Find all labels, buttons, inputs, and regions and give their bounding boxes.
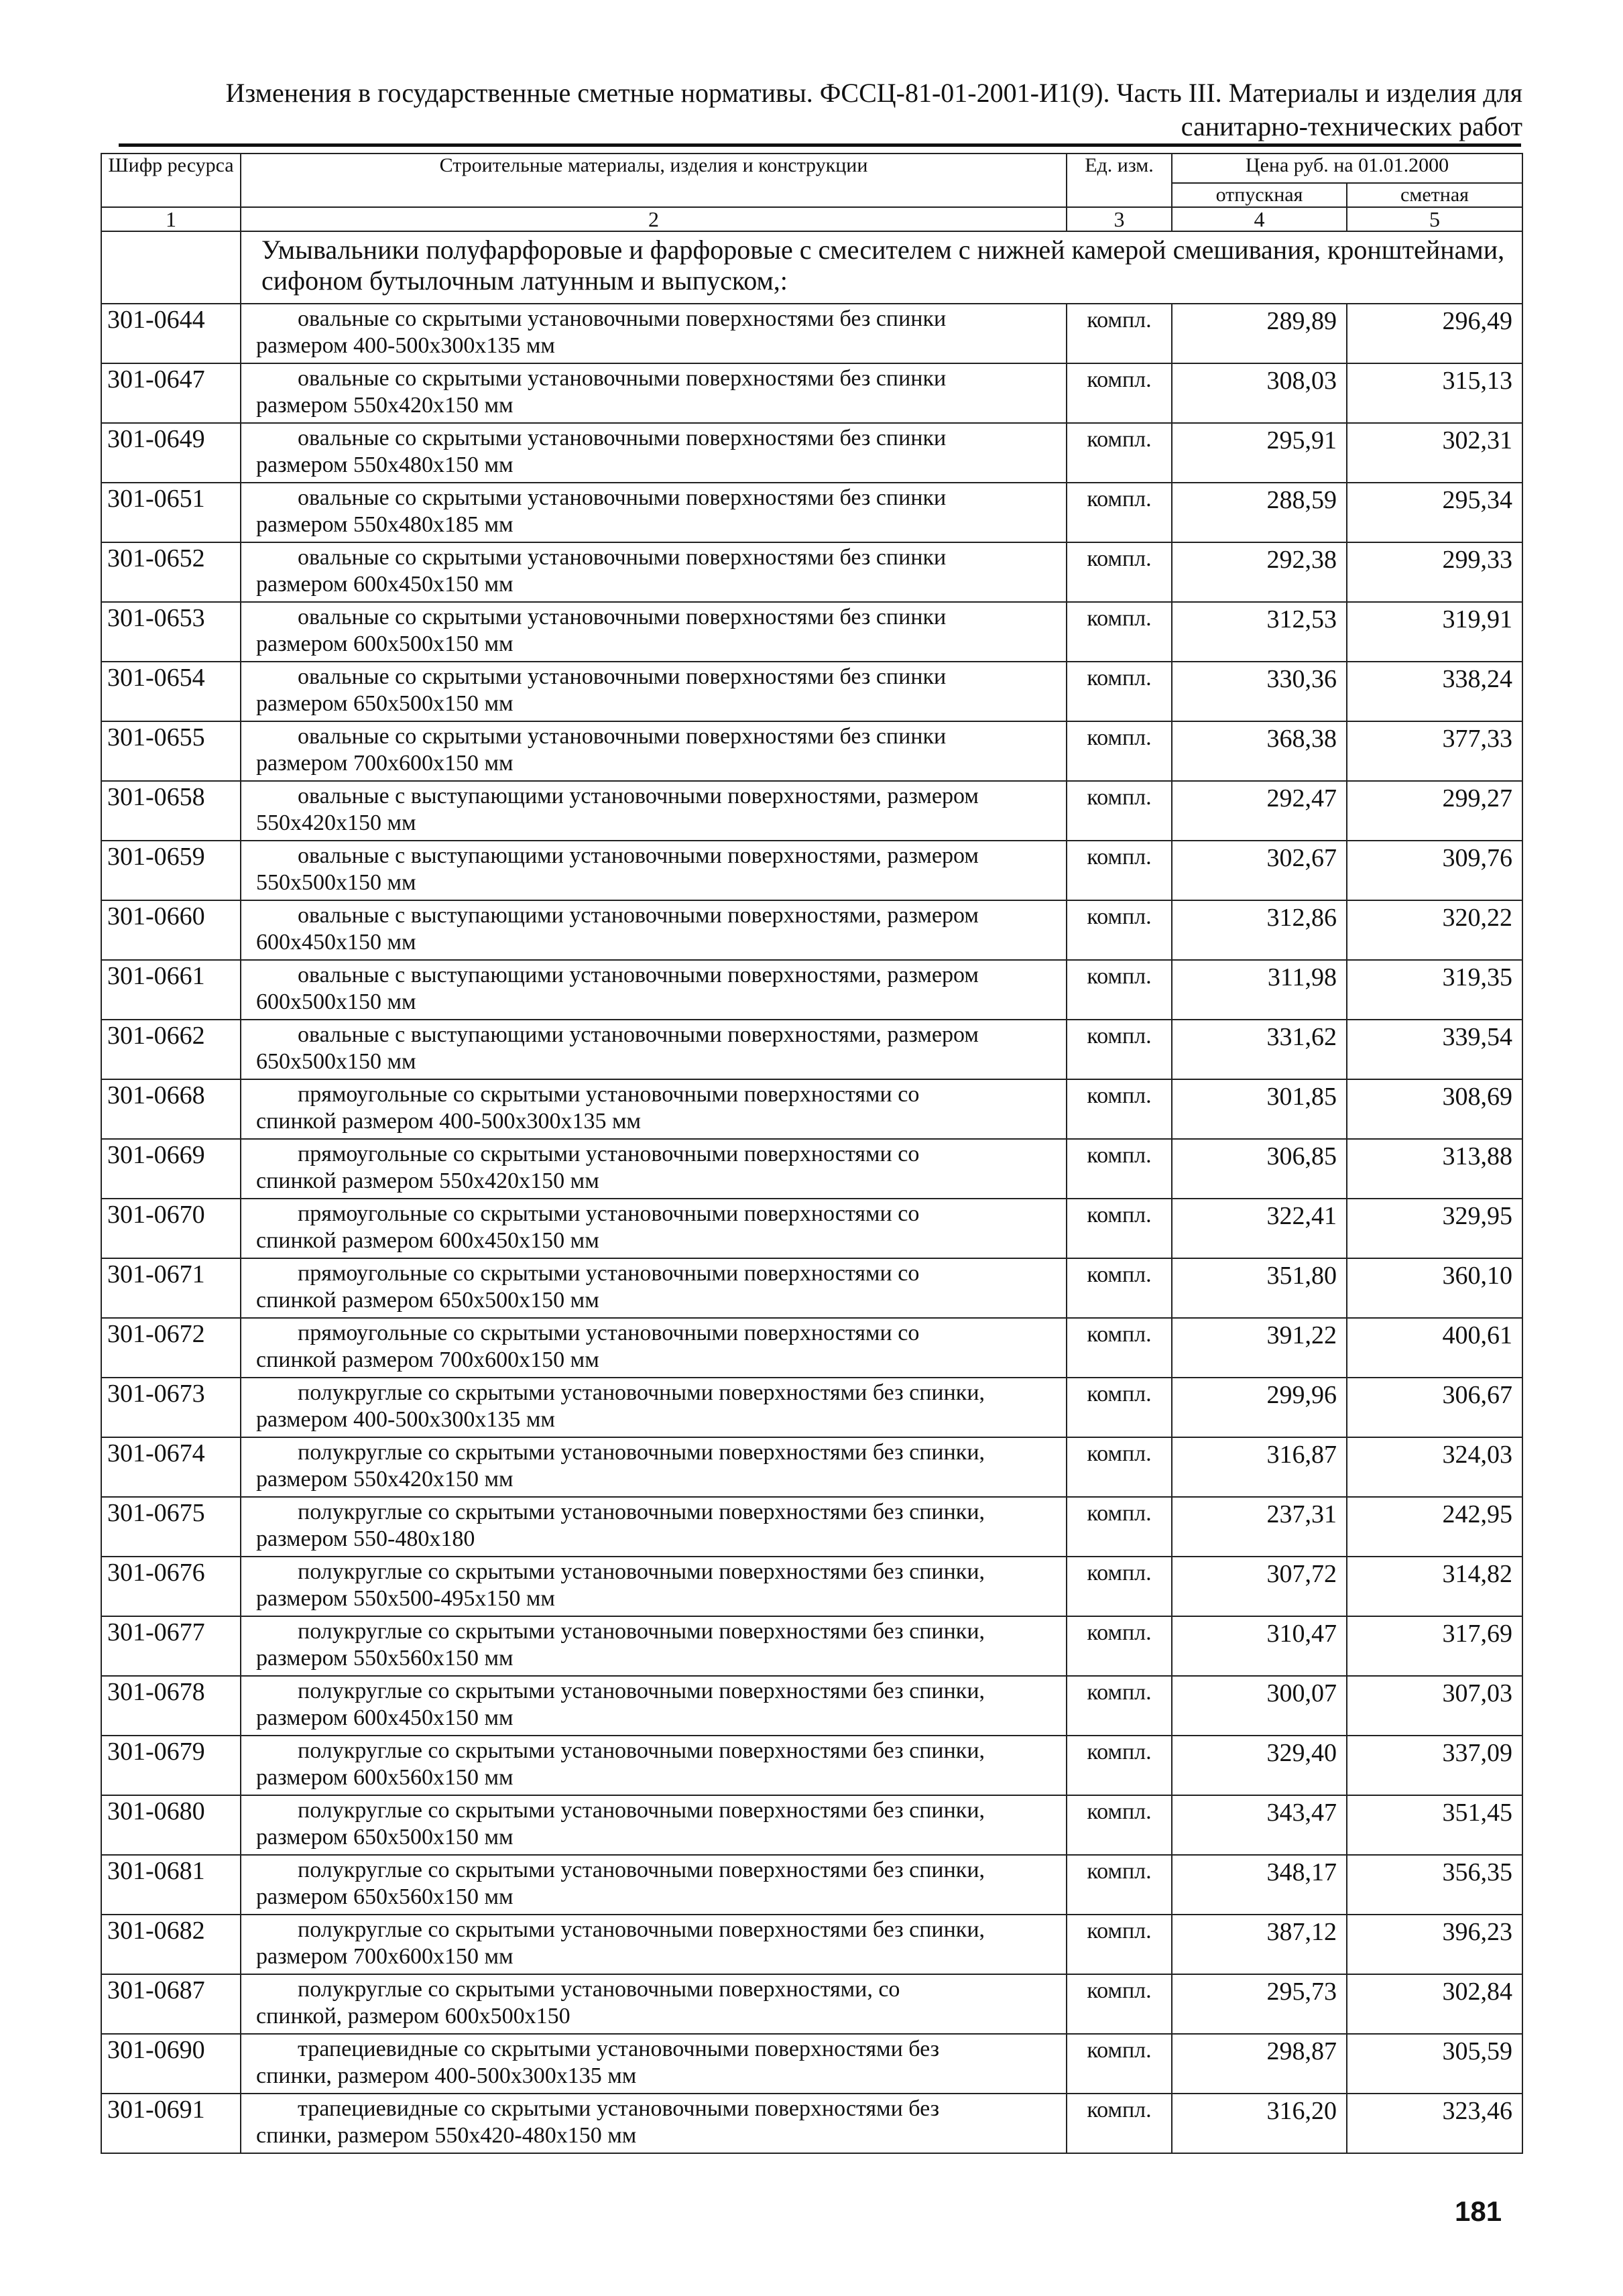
estimate-price: 319,91 [1347,602,1522,662]
table-row [101,602,1522,662]
resource-code: 301-0669 [101,1139,241,1199]
release-price: 300,07 [1172,1676,1347,1736]
material-name-line-1: трапециевидные со скрытыми установочными поверхностями без [298,2096,940,2121]
resource-code: 301-0653 [101,602,241,662]
estimate-price: 299,33 [1347,542,1522,602]
material-name-line-1: полукруглые со скрытыми установочными поверхностями без спинки, [298,1858,985,1882]
column-header-code: Шифр ресурса [101,154,241,207]
material-name-line-2: размером 550x420x150 мм [256,393,514,418]
material-name-line-1: прямоугольные со скрытыми установочными поверхностями со [298,1142,920,1166]
estimate-price: 295,34 [1347,483,1522,542]
estimate-price: 242,95 [1347,1497,1522,1557]
unit-of-measure: компл. [1067,363,1172,423]
material-name [241,841,1067,900]
estimate-price: 309,76 [1347,841,1522,900]
group-title: Умывальники полуфарфоровые и фарфоровые с смесителем с нижней камерой смешивания, кронштейнами, сифоном бутылочным латунным и выпуском,: [241,231,1522,304]
release-price: 331,62 [1172,1020,1347,1079]
release-price: 312,53 [1172,602,1347,662]
release-price: 311,98 [1172,960,1347,1020]
resource-code: 301-0652 [101,542,241,602]
table-row [101,1616,1522,1676]
column-numbers-row [101,207,1522,231]
resource-code: 301-0659 [101,841,241,900]
column-number: 3 [1067,207,1172,231]
release-price: 299,96 [1172,1378,1347,1437]
material-name [241,1616,1067,1676]
material-name-line-2: размером 550-480x180 [256,1526,475,1551]
resource-code: 301-0675 [101,1497,241,1557]
table-row [101,1139,1522,1199]
material-name-line-1: овальные с выступающими установочными поверхностями, размером [298,903,979,928]
material-name [241,1855,1067,1915]
column-header-price-release: отпускная [1172,183,1347,207]
material-name-line-1: овальные со скрытыми установочными поверхностями без спинки [298,605,947,629]
material-name-line-1: полукруглые со скрытыми установочными поверхностями, со [298,1977,900,2002]
material-name-line-2: размером 650x500x150 мм [256,691,514,716]
material-name-line-2: размером 550x480x150 мм [256,452,514,477]
resource-code: 301-0677 [101,1616,241,1676]
resource-code: 301-0654 [101,662,241,721]
material-name-line-1: полукруглые со скрытыми установочными поверхностями без спинки, [298,1679,985,1703]
resource-code: 301-0679 [101,1736,241,1795]
material-name [241,1437,1067,1497]
material-name-line-2: 600x500x150 мм [256,989,416,1014]
material-name-line-2: 550x420x150 мм [256,810,416,835]
unit-of-measure: компл. [1067,2034,1172,2094]
resource-code: 301-0671 [101,1258,241,1318]
material-name [241,960,1067,1020]
material-name-line-1: овальные со скрытыми установочными поверхностями без спинки [298,724,947,749]
unit-of-measure: компл. [1067,1199,1172,1258]
resource-code: 301-0668 [101,1079,241,1139]
material-name [241,542,1067,602]
table-row [101,662,1522,721]
material-name [241,1258,1067,1318]
material-name [241,900,1067,960]
unit-of-measure: компл. [1067,542,1172,602]
material-name-line-1: трапециевидные со скрытыми установочными поверхностями без [298,2037,940,2061]
resource-code: 301-0662 [101,1020,241,1079]
material-name-line-2: спинкой размером 400-500x300x135 мм [256,1109,642,1134]
material-name-line-2: размером 700x600x150 мм [256,1944,514,1969]
release-price: 343,47 [1172,1795,1347,1855]
table-row [101,2034,1522,2094]
table-row [101,721,1522,781]
unit-of-measure: компл. [1067,960,1172,1020]
material-name [241,1497,1067,1557]
release-price: 322,41 [1172,1199,1347,1258]
material-name [241,1557,1067,1616]
material-name [241,304,1067,363]
column-header-unit: Ед. изм. [1067,154,1172,207]
unit-of-measure: компл. [1067,662,1172,721]
release-price: 237,31 [1172,1497,1347,1557]
release-price: 316,87 [1172,1437,1347,1497]
table-row [101,1795,1522,1855]
table-row [101,1318,1522,1378]
material-name-line-1: прямоугольные со скрытыми установочными поверхностями со [298,1201,920,1226]
table-row [101,1258,1522,1318]
table-row [101,1974,1522,2034]
release-price: 295,73 [1172,1974,1347,2034]
table-row [101,1437,1522,1497]
estimate-price: 338,24 [1347,662,1522,721]
material-name [241,1020,1067,1079]
resource-code: 301-0682 [101,1915,241,1974]
material-name-line-1: полукруглые со скрытыми установочными поверхностями без спинки, [298,1559,985,1584]
table-row [101,2094,1522,2153]
column-number: 2 [241,207,1067,231]
material-name-line-1: полукруглые со скрытыми установочными поверхностями без спинки, [298,1738,985,1763]
resource-code: 301-0651 [101,483,241,542]
resource-code: 301-0676 [101,1557,241,1616]
release-price: 312,86 [1172,900,1347,960]
material-name-line-1: прямоугольные со скрытыми установочными поверхностями со [298,1321,920,1345]
material-name-line-2: размером 550x420x150 мм [256,1467,514,1492]
group-code-cell [101,231,241,304]
resource-code: 301-0672 [101,1318,241,1378]
estimate-price: 337,09 [1347,1736,1522,1795]
material-name [241,1795,1067,1855]
unit-of-measure: компл. [1067,1616,1172,1676]
unit-of-measure: компл. [1067,1139,1172,1199]
header-title-line-2: санитарно-технических работ [1181,111,1522,141]
materials-price-table [101,153,1523,2154]
table-row [101,1378,1522,1437]
estimate-price: 323,46 [1347,2094,1522,2153]
material-name-line-1: овальные с выступающими установочными поверхностями, размером [298,843,979,868]
page-header [101,76,1522,143]
column-header-price-group: Цена руб. на 01.01.2000 [1172,154,1522,183]
release-price: 330,36 [1172,662,1347,721]
material-name-line-2: 550x500x150 мм [256,870,416,895]
material-name-line-1: прямоугольные со скрытыми установочными поверхностями со [298,1261,920,1286]
unit-of-measure: компл. [1067,1915,1172,1974]
resource-code: 301-0674 [101,1437,241,1497]
table-row [101,1497,1522,1557]
estimate-price: 319,35 [1347,960,1522,1020]
resource-code: 301-0660 [101,900,241,960]
material-name [241,423,1067,483]
estimate-price: 351,45 [1347,1795,1522,1855]
table-row [101,483,1522,542]
estimate-price: 329,95 [1347,1199,1522,1258]
estimate-price: 339,54 [1347,1020,1522,1079]
table-row [101,1557,1522,1616]
unit-of-measure: компл. [1067,1497,1172,1557]
release-price: 302,67 [1172,841,1347,900]
table-row [101,1736,1522,1795]
release-price: 351,80 [1172,1258,1347,1318]
estimate-price: 305,59 [1347,2034,1522,2094]
resource-code: 301-0687 [101,1974,241,2034]
resource-code: 301-0647 [101,363,241,423]
estimate-price: 400,61 [1347,1318,1522,1378]
unit-of-measure: компл. [1067,1795,1172,1855]
material-name-line-1: прямоугольные со скрытыми установочными поверхностями со [298,1082,920,1107]
material-name-line-2: размером 600x560x150 мм [256,1765,514,1790]
release-price: 306,85 [1172,1139,1347,1199]
release-price: 308,03 [1172,363,1347,423]
table-row [101,1855,1522,1915]
release-price: 329,40 [1172,1736,1347,1795]
material-name-line-1: полукруглые со скрытыми установочными поверхностями без спинки, [298,1440,985,1465]
material-name-line-2: размером 600x450x150 мм [256,1705,514,1730]
header-rule [119,143,1521,147]
material-name-line-2: размером 400-500x300x135 мм [256,1407,555,1432]
material-name-line-1: овальные с выступающими установочными поверхностями, размером [298,784,979,808]
material-name [241,1199,1067,1258]
estimate-price: 314,82 [1347,1557,1522,1616]
material-name-line-2: размером 400-500x300x135 мм [256,333,555,358]
release-price: 288,59 [1172,483,1347,542]
table-row [101,960,1522,1020]
table-row [101,1079,1522,1139]
material-name-line-1: овальные со скрытыми установочными поверхностями без спинки [298,426,947,450]
material-name-line-1: овальные с выступающими установочными поверхностями, размером [298,963,979,987]
material-name-line-1: овальные со скрытыми установочными поверхностями без спинки [298,306,947,331]
estimate-price: 296,49 [1347,304,1522,363]
material-name-line-2: размером 700x600x150 мм [256,751,514,776]
estimate-price: 356,35 [1347,1855,1522,1915]
estimate-price: 317,69 [1347,1616,1522,1676]
material-name-line-2: спинкой размером 650x500x150 мм [256,1288,599,1313]
group-title-row [101,231,1522,304]
material-name-line-1: овальные со скрытыми установочными поверхностями без спинки [298,545,947,570]
resource-code: 301-0655 [101,721,241,781]
release-price: 391,22 [1172,1318,1347,1378]
release-price: 298,87 [1172,2034,1347,2094]
unit-of-measure: компл. [1067,602,1172,662]
unit-of-measure: компл. [1067,1020,1172,1079]
material-name [241,602,1067,662]
estimate-price: 377,33 [1347,721,1522,781]
resource-code: 301-0670 [101,1199,241,1258]
material-name-line-2: 650x500x150 мм [256,1049,416,1074]
resource-code: 301-0690 [101,2034,241,2094]
material-name [241,363,1067,423]
unit-of-measure: компл. [1067,1258,1172,1318]
estimate-price: 324,03 [1347,1437,1522,1497]
table-row [101,304,1522,363]
unit-of-measure: компл. [1067,483,1172,542]
table-row [101,1915,1522,1974]
column-header-name: Строительные материалы, изделия и конструкции [241,154,1067,207]
material-name [241,1079,1067,1139]
table-row [101,1199,1522,1258]
release-price: 307,72 [1172,1557,1347,1616]
table-row [101,1676,1522,1736]
unit-of-measure: компл. [1067,1855,1172,1915]
resource-code: 301-0681 [101,1855,241,1915]
release-price: 295,91 [1172,423,1347,483]
material-name-line-1: полукруглые со скрытыми установочными поверхностями без спинки, [298,1917,985,1942]
resource-code: 301-0680 [101,1795,241,1855]
unit-of-measure: компл. [1067,304,1172,363]
release-price: 301,85 [1172,1079,1347,1139]
resource-code: 301-0673 [101,1378,241,1437]
material-name-line-1: овальные с выступающими установочными поверхностями, размером [298,1022,979,1047]
material-name-line-2: спинки, размером 550x420-480x150 мм [256,2123,637,2148]
material-name-line-2: размером 650x500x150 мм [256,1825,514,1850]
table-row [101,363,1522,423]
resource-code: 301-0649 [101,423,241,483]
material-name-line-2: размером 550x500-495x150 мм [256,1586,555,1611]
column-header-price-estimate: сметная [1347,183,1522,207]
page-number: 181 [1455,2195,1502,2227]
material-name [241,662,1067,721]
material-name-line-2: спинкой размером 600x450x150 мм [256,1228,599,1253]
estimate-price: 320,22 [1347,900,1522,960]
unit-of-measure: компл. [1067,1676,1172,1736]
material-name [241,1378,1067,1437]
unit-of-measure: компл. [1067,721,1172,781]
resource-code: 301-0644 [101,304,241,363]
release-price: 289,89 [1172,304,1347,363]
release-price: 316,20 [1172,2094,1347,2153]
unit-of-measure: компл. [1067,1378,1172,1437]
table-row [101,781,1522,841]
material-name [241,1915,1067,1974]
material-name [241,483,1067,542]
material-name [241,781,1067,841]
material-name-line-2: спинки, размером 400-500x300x135 мм [256,2063,637,2088]
resource-code: 301-0661 [101,960,241,1020]
estimate-price: 299,27 [1347,781,1522,841]
estimate-price: 360,10 [1347,1258,1522,1318]
table-row [101,900,1522,960]
material-name-line-1: овальные со скрытыми установочными поверхностями без спинки [298,485,947,510]
material-name [241,1676,1067,1736]
table-row [101,841,1522,900]
unit-of-measure: компл. [1067,900,1172,960]
table-row [101,423,1522,483]
material-name-line-2: размером 600x500x150 мм [256,631,514,656]
unit-of-measure: компл. [1067,1557,1172,1616]
material-name [241,2034,1067,2094]
table-row [101,542,1522,602]
unit-of-measure: компл. [1067,1437,1172,1497]
table-row [101,1020,1522,1079]
column-number: 4 [1172,207,1347,231]
material-name-line-2: спинкой размером 550x420x150 мм [256,1168,599,1193]
release-price: 387,12 [1172,1915,1347,1974]
unit-of-measure: компл. [1067,423,1172,483]
release-price: 348,17 [1172,1855,1347,1915]
material-name-line-1: полукруглые со скрытыми установочными поверхностями без спинки, [298,1798,985,1823]
material-name-line-2: размером 550x560x150 мм [256,1646,514,1671]
material-name-line-1: полукруглые со скрытыми установочными поверхностями без спинки, [298,1619,985,1644]
material-name-line-2: размером 600x450x150 мм [256,572,514,597]
estimate-price: 302,84 [1347,1974,1522,2034]
material-name [241,2094,1067,2153]
unit-of-measure: компл. [1067,841,1172,900]
header-title-line-1: Изменения в государственные сметные нормативы. ФССЦ-81-01-2001-И1(9). Часть III. Материалы и изделия для [225,78,1522,108]
estimate-price: 308,69 [1347,1079,1522,1139]
material-name-line-2: размером 650x560x150 мм [256,1884,514,1909]
material-name-line-1: полукруглые со скрытыми установочными поверхностями без спинки, [298,1380,985,1405]
unit-of-measure: компл. [1067,1318,1172,1378]
estimate-price: 313,88 [1347,1139,1522,1199]
release-price: 292,38 [1172,542,1347,602]
material-name-line-2: 600x450x150 мм [256,930,416,955]
material-name-line-2: размером 550x480x185 мм [256,512,514,537]
material-name-line-1: овальные со скрытыми установочными поверхностями без спинки [298,366,947,391]
material-name-line-2: спинкой, размером 600x500x150 [256,2004,570,2029]
material-name [241,1974,1067,2034]
release-price: 368,38 [1172,721,1347,781]
resource-code: 301-0658 [101,781,241,841]
estimate-price: 396,23 [1347,1915,1522,1974]
unit-of-measure: компл. [1067,1736,1172,1795]
unit-of-measure: компл. [1067,2094,1172,2153]
release-price: 292,47 [1172,781,1347,841]
release-price: 310,47 [1172,1616,1347,1676]
estimate-price: 302,31 [1347,423,1522,483]
unit-of-measure: компл. [1067,781,1172,841]
estimate-price: 307,03 [1347,1676,1522,1736]
estimate-price: 315,13 [1347,363,1522,423]
material-name [241,721,1067,781]
material-name [241,1139,1067,1199]
column-number: 1 [101,207,241,231]
material-name-line-2: спинкой размером 700x600x150 мм [256,1347,599,1372]
material-name [241,1318,1067,1378]
resource-code: 301-0678 [101,1676,241,1736]
unit-of-measure: компл. [1067,1079,1172,1139]
material-name-line-1: полукруглые со скрытыми установочными поверхностями без спинки, [298,1500,985,1524]
column-number: 5 [1347,207,1522,231]
resource-code: 301-0691 [101,2094,241,2153]
unit-of-measure: компл. [1067,1974,1172,2034]
estimate-price: 306,67 [1347,1378,1522,1437]
material-name-line-1: овальные со скрытыми установочными поверхностями без спинки [298,664,947,689]
material-name [241,1736,1067,1795]
